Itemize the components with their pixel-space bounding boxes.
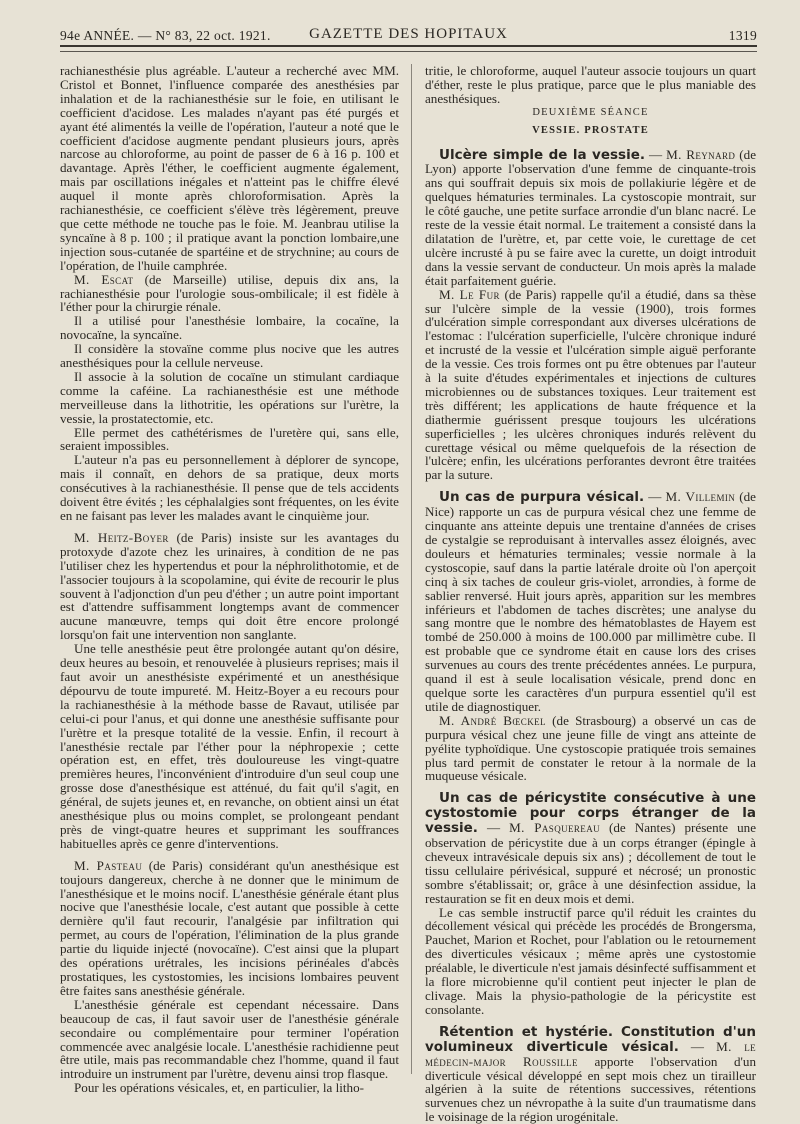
paragraph bbox=[425, 714, 756, 784]
author-name: M. André Bœckel bbox=[439, 712, 546, 728]
paragraph: Il associe à la solution de cocaïne un stimulant cardiaque comme la caféine. La rachianesthésie est une méthode merveilleuse dans la lithotritie, les opérations sur l'urètre, la vessie, la prostatectomie, etc. bbox=[60, 368, 399, 426]
author-name: M. Villemin bbox=[665, 489, 736, 505]
paragraph: Il a utilisé pour l'anesthésie lombaire, la cocaïne, la novocaïne, la syncaïne. bbox=[60, 313, 399, 343]
journal-title: GAZETTE DES HOPITAUX bbox=[309, 26, 508, 42]
paragraph: Rétention et hystérie. Constitution d'un volumineux diverticule vésical. — M. le médecin-major Roussille apporte l'observation d'un diverticule vésical développé en sept mois chez un tirailleur algérien à la suite de rétentions successives, rétentions survenues chez un névropathe à la suite d'un traumatisme dans le voisinage de la région urogénitale. bbox=[425, 1023, 757, 1124]
author-name: M. Pasquereau bbox=[509, 820, 600, 836]
paragraph-text: (de Nice) rapporte un cas de purpura vésical chez une femme de cinquante ans atteinte depuis une trentaine d'années de crises de cystalgie se reproduisant à intervalles assez éloignés, avec douleurs et hématuries terminales; vessie normale à la cystoscopie, sauf dans la partie latérale droite où l'on aperçoit cinq à six taches de couleur gris-violet, arrondies, à forme de sablier renversé. Huit jours après, apparition sur les membres inférieurs et l'abdomen de taches discrètes; une analyse du sang montre que le nombre des hématoblastes de Hayem est tombé de 250.000 à moins de 100.000 par millimètre cube. Il est probable que ce syndrome était en cause lors des crises survenues au cours des trente précédentes années. Le purpura, quand il est à seule localisation vésicale, prend donc en quelque sorte les caractères d'un purpura essentiel qu'il est utile de diagnostiquer. bbox=[425, 489, 756, 714]
page-header bbox=[60, 26, 757, 46]
paragraph-text: (de Lyon) apporte l'observation d'une femme de cinquante-trois ans qui souffrait depuis six mois de pollakiurie légère et de quelques hématuries terminales. La cystoscopie montrait, sur le côté gauche, une petite surface arrondie d'un blanc nacré. Le reste de la vessie était normal. Le traitement a consisté dans la dilatation de l'urètre, et, par cette voie, le curettage de cet ulcère incrusté à pu se faire avec la curette, un doigt introduit dans la vessie servant de conducteur. Un mois après la malade était parfaitement guérie. bbox=[425, 146, 757, 288]
author-name: M. Le Fur bbox=[439, 286, 500, 302]
article-title: Ulcère simple de la vessie. bbox=[439, 146, 645, 163]
header-rule-thick bbox=[60, 45, 757, 47]
paragraph: rachianesthésie plus agréable. L'auteur a recherché avec MM. Cristol et Bonnet, l'influence comparée des anesthésies par inhalation et de la rachianesthésie sur le foie, en utilisant le coefficient d'acidose. Les malades n'ayant pas été purgés et ayant été alimentés la veille de l'opération, l'auteur a noté que le coefficient d'acidose augmente pendant plusieurs jours, après narcose au chloroforme, au point de passer de 6 à 16 p. 100 et davantage. Après l'éther, le coefficient augmente également, mais par oscillations inégales et n'atteint pas le chiffre élevé auquel il monte après chloroformisation. Après la rachianesthésie, ce coefficient s'élève très légèrement, preuve que cette méthode ne touche pas le foie. M. Jeanbrau utilise la syncaïne à 8 p. 100 ; il pratique avant la ponction lombaire,une injection sous-cutanée de spartéine et de strychnine; au cours de l'opération, de l'huile camphrée. bbox=[60, 63, 399, 273]
paragraph: Ulcère simple de la vessie. — M. Reynard (de Lyon) apporte l'observation d'une femme de cinquante-trois ans qui souffrait depuis six mois de pollakiurie légère et de quelques hématuries terminales. La cystoscopie montrait, sur le côté gauche, une petite surface arrondie d'un blanc nacré. Le reste de la vessie était normal. Le traitement a consisté dans la dilatation de l'urètre, et, par cette voie, le curettage de cet ulcère incrusté à pu se faire avec la curette, un doigt introduit dans la vessie servant de conducteur. Un mois après la malade était parfaitement guérie. bbox=[425, 146, 757, 288]
section-title: DEUXIÈME SÉANCE bbox=[532, 106, 649, 118]
paragraph-text: (de Marseille) utilise, depuis dix ans, la rachianesthésie pour l'urologie sous-ombilicale; il est fidèle à l'éther pour la chirurgie rénale. bbox=[60, 271, 399, 315]
paragraph: Un cas de péricystite consécutive à une cystostomie pour corps étranger de la vessie. — M. Pasquereau (de Nantes) présente une observation de péricystite due à un corps étranger (épingle à cheveux intravésicale depuis six ans) ; décollement de tout le tissu cellulaire périvésical, suppuré et nécrosé; un pronostic sombre s'établissait; or, grâce à une désinfection assidue, la restauration se fit en deux mois et demi. bbox=[425, 790, 757, 906]
paragraph: Un cas de purpura vésical. — M. Villemin (de Nice) rapporte un cas de purpura vésical chez une femme de cinquante ans atteinte depuis une trentaine d'années de crises de cystalgie se reproduisant à intervalles assez éloignés, avec douleurs et hématuries terminales; vessie normale à la cystoscopie, sauf dans la partie latérale droite où l'on aperçoit cinq à six taches de couleur gris-violet, arrondies, à forme de sablier renversé. Huit jours après, apparition sur les membres inférieurs et l'abdomen de taches discrètes; une analyse du sang montre que le nombre des hématoblastes de Hayem est tombé de 250.000 à moins de 100.000 par millimètre cube. Il est probable que ce syndrome était en cause lors des crises survenues au cours des trente précédentes années. Le purpura, quand il est à seule localisation vésicale, prend donc en quelque sorte les caractères d'un purpura essentiel qu'il est utile de diagnostiquer. bbox=[425, 489, 756, 714]
paragraph-text: (de Strasbourg) a observé un cas de purpura vésical chez une jeune fille de vingt ans atteinte de pyélite typhoïdique. Une cystoscopie pratiquée trois semaines plus tard permit de constater le retour à la normale de la muqueuse vésicale. bbox=[425, 712, 756, 784]
author-name: M. Escat bbox=[74, 271, 134, 287]
article-title: Rétention et hystérie. Constitution d'un volumineux diverticule vésical. bbox=[425, 1023, 756, 1055]
paragraph bbox=[60, 273, 399, 315]
paragraph-text: (de Paris) rappelle qu'il a étudié, dans sa thèse sur l'ulcère simple de la vessie (1900), trois formes d'ulcération simple correspondant aux diverses ulcérations de l'estomac : l'ulcération superficielle, l'ulcère chronique induré et incrusté de la vessie et l'ulcération simple aiguë perforante de la vessie. Ces trois formes ont pu être obtenues par l'auteur à la suite d'études expérimentales et injections de cultures microbiennes ou de substances toxiques. Leur traitement est très différent; les applications de haute fréquence et la diathermie guérissent presque toujours les ulcérations superficielles ; les ulcères chroniques indurés relèvent du curettage vésical ou même quelquefois de la résection de l'ulcère; enfin, les ulcérations perforantes devront être traitées par la suture. bbox=[425, 286, 757, 483]
paragraph: L'anesthésie générale est cependant nécessaire. Dans beaucoup de cas, il faut savoir user de l'anesthésie générale secondaire ou complémentaire pour terminer l'opération commencée avec analgésie locale. L'anesthésie rachidienne peut être utile, mais pas recommandable chez l'homme, quand il faut introduire un instrument par l'urètre, devenu ainsi trop flasque. bbox=[60, 996, 399, 1082]
paragraph-text: (de Paris) insiste sur les avantages du protoxyde d'azote chez les urinaires, à condition de ne pas l'utiliser chez les hypertendus et pour la néphrolithotomie, et de l'associer toujours à la scopolamine, qui évite de recourir le plus souvent à l'adjonction d'un peu d'éther ; un autre point important est d'attendre suffisamment longtemps avant de commencer aucune manœuvre, temps qui doit être encore prolongé lorsqu'on fait une intervention non sanglante. bbox=[60, 529, 400, 643]
paragraph bbox=[60, 859, 399, 998]
column-divider bbox=[411, 64, 412, 1074]
paragraph: Elle permet des cathétérismes de l'uretère qui, sans elle, seraient impossibles. bbox=[60, 424, 399, 454]
paragraph-text: (de Nantes) présente une observation de péricystite due à un corps étranger (épingle à cheveux intravésicale depuis six ans) ; décollement de tout le tissu cellulaire périvésical, suppuré et nécrosé; un pronostic sombre s'établissait; or, grâce à une désinfection assidue, la restauration se fit en deux mois et demi. bbox=[425, 820, 757, 906]
issue-info: 94e ANNÉE. — N° 83, 22 oct. 1921. bbox=[60, 28, 271, 43]
paragraph-text: (de Paris) considérant qu'un anesthésique est toujours dangereux, cherche à ne donner que le minimum de l'anesthésique et le moins nocif. L'anesthésie générale étant plus nocive que l'anesthésie locale, c'est autant que possible à cette dernière qu'il faut recourir, l'analgésie par infiltration qui permet, au cours de l'opération, l'élimination de la plus grande partie du liquide injecté (novocaïne). C'est ainsi que la plupart des opérations urétrales, les incisions périnéales d'abcès prostatiques, les cystostomies, les incisions lombaires peuvent être faites sans anesthésie générale. bbox=[60, 857, 399, 998]
paragraph bbox=[60, 531, 399, 642]
author-name: M. le médecin-major Roussille bbox=[425, 1038, 757, 1069]
paragraph: Une telle anesthésie peut être prolongée autant qu'on désire, deux heures au besoin, et renouvelée à plusieurs reprises; mais il faut avoir un anesthésiste expérimenté et un anesthésique dépourvu de toute impureté. M. Heitz-Boyer a eu recours pour la rachianesthésie à la méthode basse de Ravaut, utilisée par celui-ci pour l'anus, et qui donne une anesthésie suffisante pour l'urètre et la presque totalité de la vessie. Enfin, il recourt à l'anesthésie rectale par l'éther pour la néphropexie ; cette opération est, en effet, très douloureuse les vingt-quatre premières heures, l'inconvénient d'introduire d'un seul coup une grosse dose d'anesthésique est atténué, du fait qu'il s'agit, en général, de sujets jeunes et, en revanche, on obtient ainsi un état anesthésique plus ou moins complet, se prolongeant pendant près de vingt-quatre heures et supprimant les souffrances habituelles après ce genre d'interventions. bbox=[60, 641, 399, 851]
author-name: M. Reynard bbox=[666, 146, 736, 162]
right-column bbox=[425, 63, 757, 1124]
article-title: Un cas de purpura vésical. bbox=[439, 489, 645, 506]
paragraph-text: apporte l'observation d'un diverticule vésical développé en sept mois chez un tirailleur algérien à la suite de rétentions successives, rétentions survenues chez un névropathe à la suite d'un traumatisme dans le voisinage de la région urogénitale. bbox=[425, 1053, 756, 1124]
section-subtitle: VESSIE. PROSTATE bbox=[532, 124, 649, 136]
article-title: Un cas de péricystite consécutive à une cystostomie pour corps étranger de la vessie. bbox=[425, 790, 756, 837]
author-name: M. Heitz-Boyer bbox=[74, 529, 169, 545]
left-column bbox=[60, 63, 400, 1096]
paragraph: L'auteur n'a pas eu personnellement à déplorer de syncope, mais il connaît, en dehors de sa pratique, deux morts consécutives à la rachianesthésie. Il pense que de tels accidents doivent être évités ; les céphalalgies sont fréquentes, on les évite en ne faisant pas lever les malades avant le cinquième jour. bbox=[60, 452, 399, 523]
paragraph: Le cas semble instructif parce qu'il réduit les craintes du décollement vésical qui précède les procédés de Brongersma, Pauchet, Marion et Rochet, pour l'ablation ou le retournement des diverticules vésicaux ; même après une cystostomie préalable, le diverticule n'est jamais désinfecté suffisamment et la flore microbienne qu'il contient peut injecter le plan de clivage. Mais la physio-pathologie de la péricystite est consolante. bbox=[425, 904, 756, 1017]
paragraph: Pour les opérations vésicales, et, en particulier, la litho- bbox=[74, 1080, 364, 1096]
paragraph bbox=[425, 288, 756, 483]
paragraph: Il considère la stovaïne comme plus nocive que les autres anesthésiques pour la cellule nerveuse. bbox=[60, 341, 399, 371]
header-rule-thin bbox=[60, 51, 757, 52]
page-number: 1319 bbox=[728, 28, 757, 43]
paragraph: tritie, le chloroforme, auquel l'auteur associe toujours un quart d'éther, reste le plus pratique, parce que le plus maniable des anesthésiques. bbox=[425, 63, 756, 106]
author-name: M. Pasteau bbox=[74, 857, 143, 873]
